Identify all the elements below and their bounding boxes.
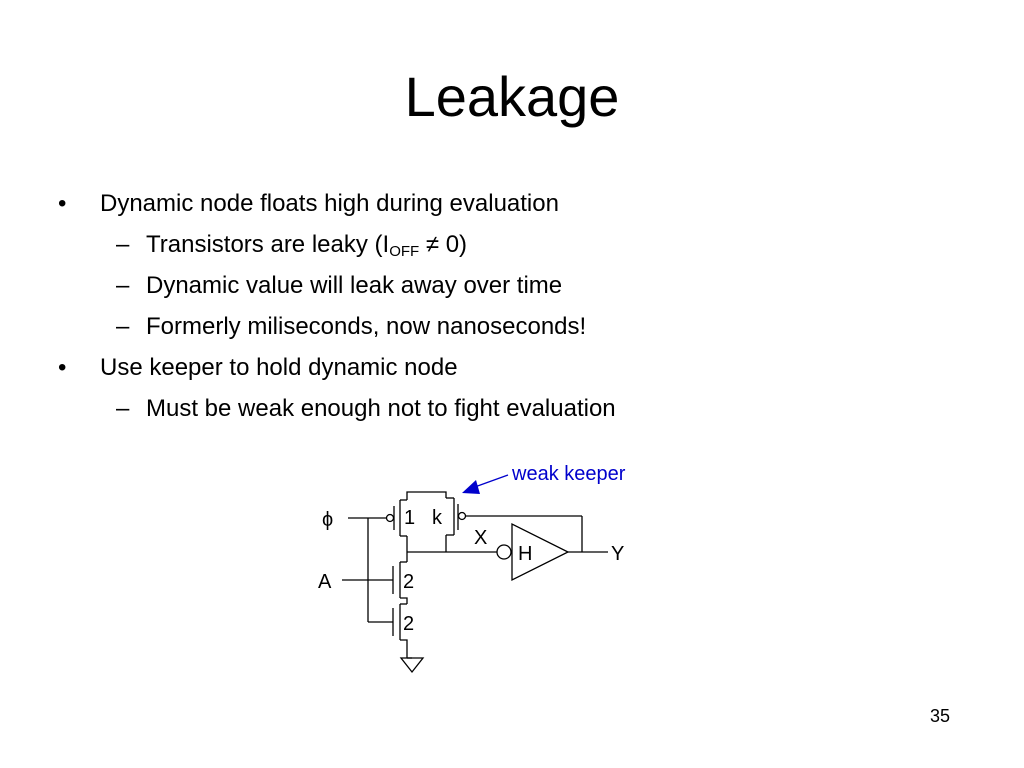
bullet-text: Use keeper to hold dynamic node (100, 354, 458, 381)
page-number: 35 (930, 706, 951, 726)
arrow-head (462, 480, 480, 494)
keeper-size-label: k (432, 507, 442, 529)
eval-size-bottom-label: 2 (403, 613, 415, 635)
input-a-label: A (318, 571, 332, 593)
bullet-marker: – (116, 272, 130, 299)
bullet-marker: • (58, 190, 67, 217)
bullet-text-subscript: OFF (389, 243, 420, 260)
vdd-rail (407, 492, 446, 500)
bullet-marker: • (58, 354, 67, 381)
bullet-marker: – (116, 395, 130, 422)
inverter-input-bubble (497, 545, 511, 559)
node-x-label: X (474, 527, 488, 549)
output-y-label: Y (611, 543, 625, 565)
bullet-text: Must be weak enough not to fight evaluation (146, 395, 616, 422)
bullet-text: Dynamic node floats high during evaluation (100, 190, 559, 217)
bullet-text: Formerly miliseconds, now nanoseconds! (146, 313, 587, 340)
precharge-size-label: 1 (404, 507, 416, 529)
bullet-text: Dynamic value will leak away over time (146, 272, 563, 299)
keeper-gate-bubble (459, 513, 466, 520)
nmos-foot-source (400, 640, 407, 658)
annotation-weak-keeper: weak keeper (512, 463, 626, 485)
ground-symbol (401, 658, 423, 672)
precharge-gate-bubble (387, 515, 394, 522)
bullet-text-pre: Transistors are leaky (I (146, 231, 390, 258)
clock-label: ϕ (322, 509, 334, 531)
bullet-text-post: ≠ 0) (419, 231, 468, 258)
weak-keeper-arrow (462, 475, 508, 494)
bullet-marker: – (116, 313, 130, 340)
inverter-label: H (518, 543, 533, 565)
eval-size-top-label: 2 (403, 571, 415, 593)
bullet-marker: – (116, 231, 130, 258)
slide-title: Leakage (404, 65, 620, 128)
nmos-a-source (400, 598, 407, 604)
